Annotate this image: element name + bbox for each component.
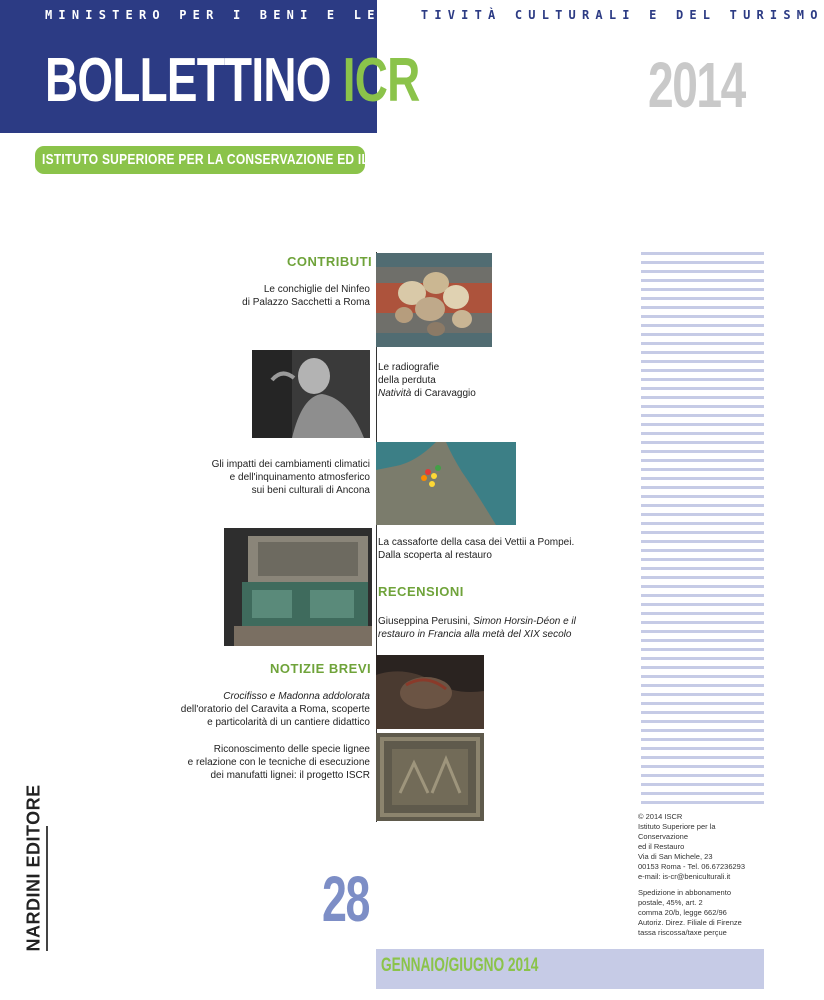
ministry-line <box>45 8 824 22</box>
news-1-line-3: e particolarità di un cantiere didattico <box>207 717 370 728</box>
colophon-line-4: Via di San Michele, 23 <box>638 852 713 861</box>
article-2-italic: Natività <box>378 388 412 399</box>
article-1-title <box>200 283 370 309</box>
postal-info <box>638 888 764 938</box>
review-line-2: restauro in Francia alla metà del XIX secolo <box>378 629 572 640</box>
article-2-line-3 <box>378 387 558 400</box>
crucifix-image <box>376 655 484 729</box>
review-italic-1: Simon Horsin-Déon e il <box>473 616 576 627</box>
pompei-safe-image <box>224 528 372 646</box>
article-3-line-2: e dell'inquinamento atmosferico <box>229 472 370 483</box>
article-2-rest: di Caravaggio <box>411 388 476 399</box>
colophon-line-2: Istituto Superiore per la Conservazione <box>638 822 716 841</box>
colophon-line-5: 00153 Roma - Tel. 06.67236293 <box>638 862 746 871</box>
title-main: BOLLETTINO <box>45 46 331 115</box>
publisher-rule <box>46 826 48 951</box>
safe-illustration <box>224 528 372 646</box>
news-1-line-1: Crocifisso e Madonna addolorata <box>223 691 370 702</box>
review-title <box>378 615 618 641</box>
news-2-line-3: dei manufatti lignei: il progetto ISCR <box>210 770 370 781</box>
news-2-title <box>150 743 370 782</box>
xray-illustration <box>252 350 370 438</box>
postal-line-2: postale, 45%, art. 2 <box>638 898 703 907</box>
article-3-title <box>170 458 370 497</box>
article-1-line-1: Le conchiglie del Ninfeo <box>263 284 370 295</box>
article-3-line-1: Gli impatti dei cambiamenti climatici <box>211 459 370 470</box>
shells-illustration <box>376 253 492 347</box>
postal-line-3: comma 20/b, legge 662/96 <box>638 908 727 917</box>
caravaggio-xray-image <box>252 350 370 438</box>
article-4-line-1: La cassaforte della casa dei Vettii a Pompei. <box>378 537 575 548</box>
decorative-stripes <box>641 252 764 808</box>
news-1-line-2: dell'oratorio del Caravita a Roma, scoperte <box>180 704 370 715</box>
title-accent: ICR <box>342 46 420 115</box>
map-illustration <box>376 442 516 525</box>
postal-line-5: tassa riscossa/taxe perçue <box>638 928 727 937</box>
article-2-line-1: Le radiografie <box>378 362 440 373</box>
section-contributi: CONTRIBUTI <box>287 254 373 269</box>
postal-line-4: Autoriz. Direz. Filiale di Firenze <box>638 918 742 927</box>
article-2-title <box>378 361 558 400</box>
shells-image <box>376 253 492 347</box>
article-2-line-2: della perduta <box>378 375 436 386</box>
panel-illustration <box>376 733 484 821</box>
review-author: Giuseppina Perusini, <box>378 616 474 627</box>
news-2-line-1: Riconoscimento delle specie lignee <box>213 744 370 755</box>
postal-line-1: Spedizione in abbonamento <box>638 888 731 897</box>
ministry-text-1: MINISTERO PER I BENI E LE AT <box>45 8 421 22</box>
crucifix-illustration <box>376 655 484 729</box>
colophon-line-1: © 2014 ISCR <box>638 812 683 821</box>
journal-title <box>45 46 420 115</box>
article-3-line-3: sui beni culturali di Ancona <box>251 485 370 496</box>
issue-date: GENNAIO/GIUGNO 2014 <box>381 955 539 976</box>
review-line-1 <box>378 615 618 628</box>
year-label: 2014 <box>648 49 745 121</box>
publisher-name: NARDINI EDITORE <box>23 784 44 952</box>
section-recensioni: RECENSIONI <box>378 584 464 599</box>
subtitle: ISTITUTO SUPERIORE PER LA CONSERVAZIONE ED IL RESTAURO <box>42 151 441 168</box>
article-4-title <box>378 536 618 562</box>
article-4-line-2: Dalla scoperta al restauro <box>378 550 492 561</box>
news-1-title <box>150 690 370 729</box>
colophon-line-6: e-mail: is-cr@beniculturali.it <box>638 872 731 881</box>
article-1-line-2: di Palazzo Sacchetti a Roma <box>242 297 370 308</box>
wooden-panel-image <box>376 733 484 821</box>
colophon-line-3: ed il Restauro <box>638 842 685 851</box>
colophon <box>638 812 764 882</box>
ancona-map-image <box>376 442 516 525</box>
ministry-text-2: TIVITÀ CULTURALI E DEL TURISMO <box>420 8 824 22</box>
issue-number: 28 <box>322 863 370 935</box>
news-2-line-2: e relazione con le tecniche di esecuzione <box>187 757 370 768</box>
publisher-mark <box>14 784 50 956</box>
section-notizie-brevi: NOTIZIE BREVI <box>270 661 372 676</box>
